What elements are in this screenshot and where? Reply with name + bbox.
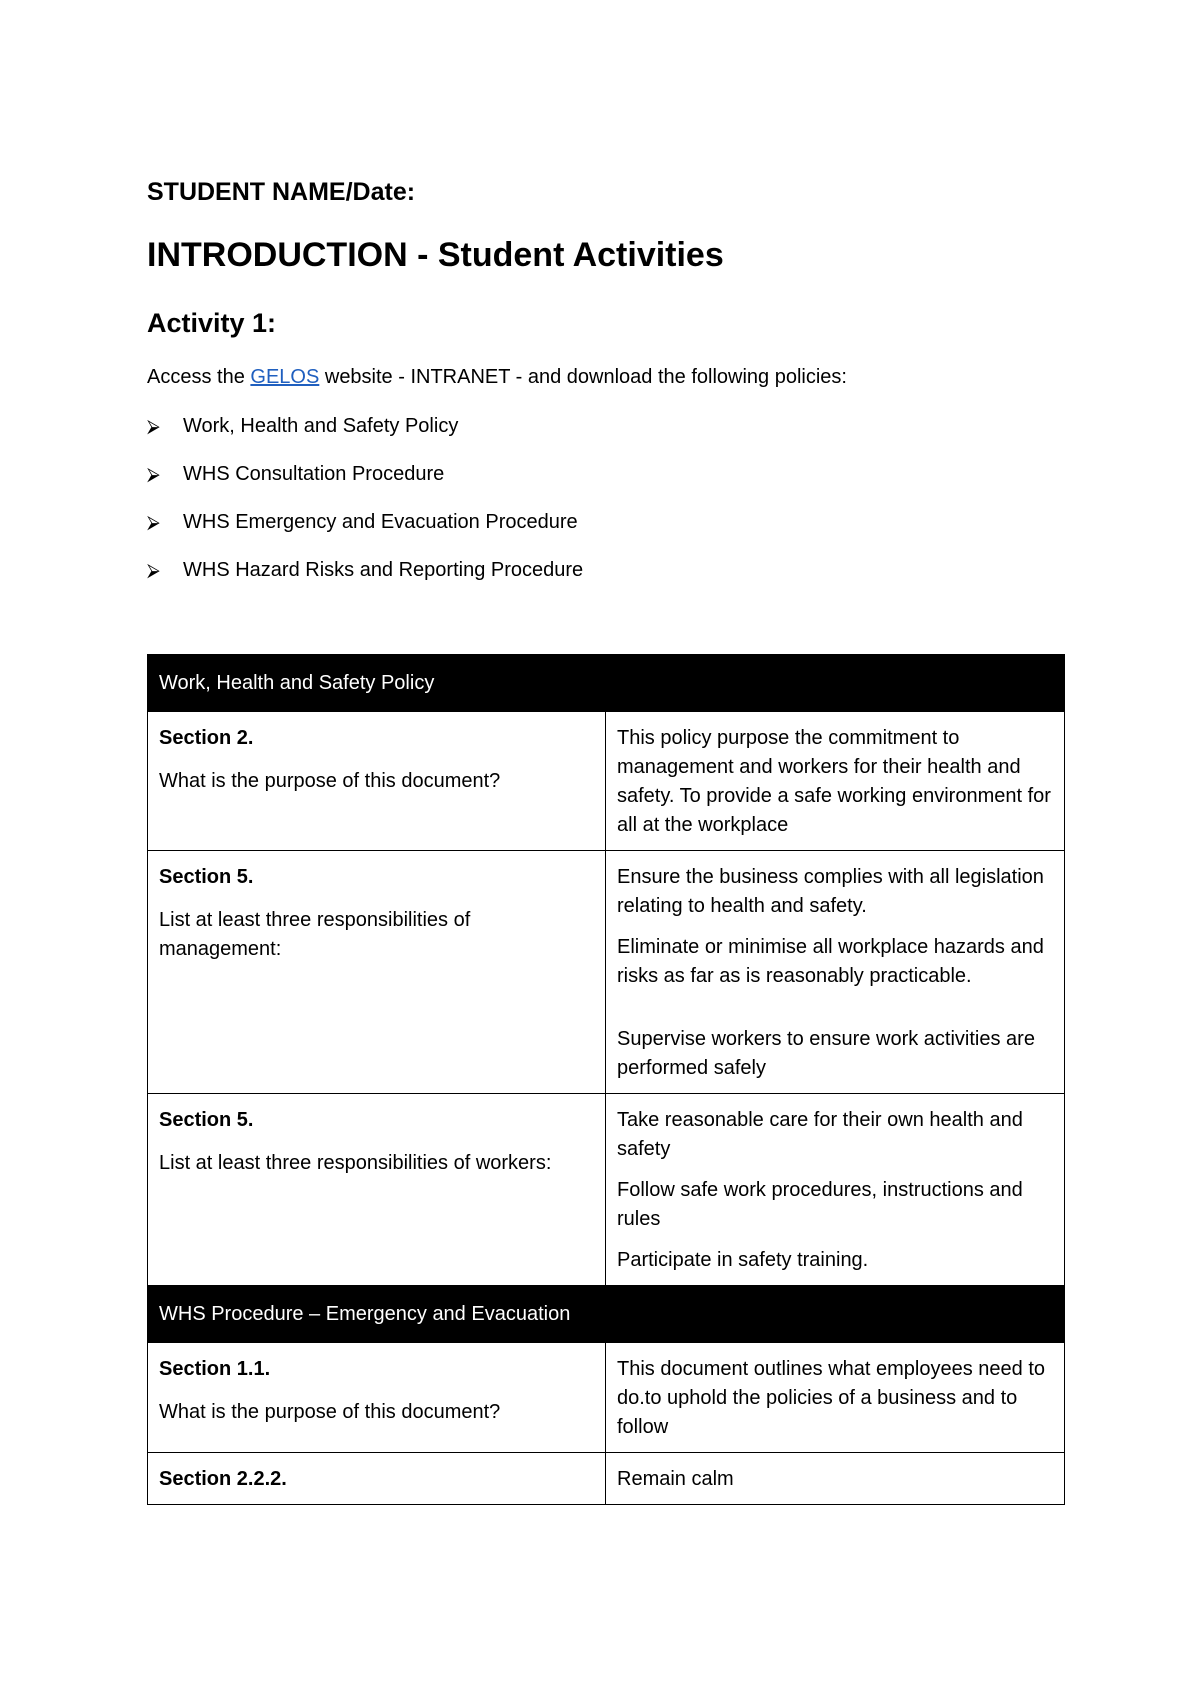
activity-instruction: [147, 366, 847, 389]
instruction-suffix: website - INTRANET - and download the following policies:: [319, 366, 847, 388]
table-row: [148, 1453, 1065, 1505]
table-section-header: [148, 1286, 1065, 1343]
section-label: Section 1.1.: [159, 1358, 271, 1380]
student-name-date-label: STUDENT NAME/Date:: [147, 178, 416, 206]
arrow-bullet-icon: ⮚: [147, 560, 160, 580]
answer-text: This document outlines what employees need to do.to uphold the policies of a business and to follow: [617, 1358, 1046, 1438]
question-cell: [148, 1094, 606, 1286]
table-row: [148, 712, 1065, 851]
gelos-link[interactable]: GELOS: [250, 366, 320, 388]
question-text: What is the purpose of this document?: [159, 1401, 501, 1423]
question-text: List at least three responsibilities of management:: [159, 909, 471, 960]
instruction-prefix: Access the: [147, 366, 251, 388]
policy-label: WHS Consultation Procedure: [183, 463, 445, 485]
answer-cell: [606, 712, 1065, 851]
question-cell: [148, 1343, 606, 1453]
answer-text: Supervise workers to ensure work activities are performed safely: [617, 1028, 1035, 1079]
table-row: [148, 851, 1065, 1094]
question-cell: [148, 712, 606, 851]
answer-cell: [606, 1343, 1065, 1453]
arrow-bullet-icon: ⮚: [147, 464, 160, 484]
arrow-bullet-icon: ⮚: [147, 416, 160, 436]
question-cell: [148, 1453, 606, 1505]
list-item: [147, 558, 583, 606]
arrow-bullet-icon: ⮚: [147, 512, 160, 532]
document-title: INTRODUCTION - Student Activities: [147, 236, 724, 274]
question-cell: [148, 851, 606, 1094]
table-row: [148, 1094, 1065, 1286]
answer-cell: [606, 851, 1065, 1094]
policy-label: Work, Health and Safety Policy: [183, 415, 459, 437]
answer-text: Remain calm: [617, 1468, 734, 1490]
answers-table: [147, 654, 1065, 1505]
answer-text: Eliminate or minimise all workplace hazards and risks as far as is reasonably practicable.: [617, 936, 1044, 987]
answer-text: Participate in safety training.: [617, 1249, 869, 1271]
question-text: List at least three responsibilities of workers:: [159, 1152, 552, 1174]
section-label: Section 5.: [159, 866, 254, 888]
answer-text: Take reasonable care for their own health and safety: [617, 1109, 1023, 1160]
table-row: [148, 1343, 1065, 1453]
list-item: [147, 414, 583, 462]
answer-text: Ensure the business complies with all legislation relating to health and safety.: [617, 866, 1044, 917]
question-text: What is the purpose of this document?: [159, 770, 501, 792]
section-header-emergency-evacuation: WHS Procedure – Emergency and Evacuation: [148, 1286, 1065, 1343]
section-label: Section 5.: [159, 1109, 254, 1131]
section-label: Section 2.2.2.: [159, 1468, 287, 1490]
list-item: [147, 462, 583, 510]
list-item: [147, 510, 583, 558]
policy-label: WHS Emergency and Evacuation Procedure: [183, 511, 578, 533]
policy-label: WHS Hazard Risks and Reporting Procedure: [183, 559, 584, 581]
answer-text: Follow safe work procedures, instructions and rules: [617, 1179, 1023, 1230]
activity-heading: Activity 1:: [147, 308, 277, 338]
answer-cell: [606, 1453, 1065, 1505]
policy-list: [147, 414, 583, 606]
section-header-whs-policy: Work, Health and Safety Policy: [148, 655, 1065, 712]
answer-text: This policy purpose the commitment to management and workers for their health and safety. To provide a safe working environment for all at the workplace: [617, 727, 1051, 836]
answer-cell: [606, 1094, 1065, 1286]
table-section-header: [148, 655, 1065, 712]
section-label: Section 2.: [159, 727, 254, 749]
